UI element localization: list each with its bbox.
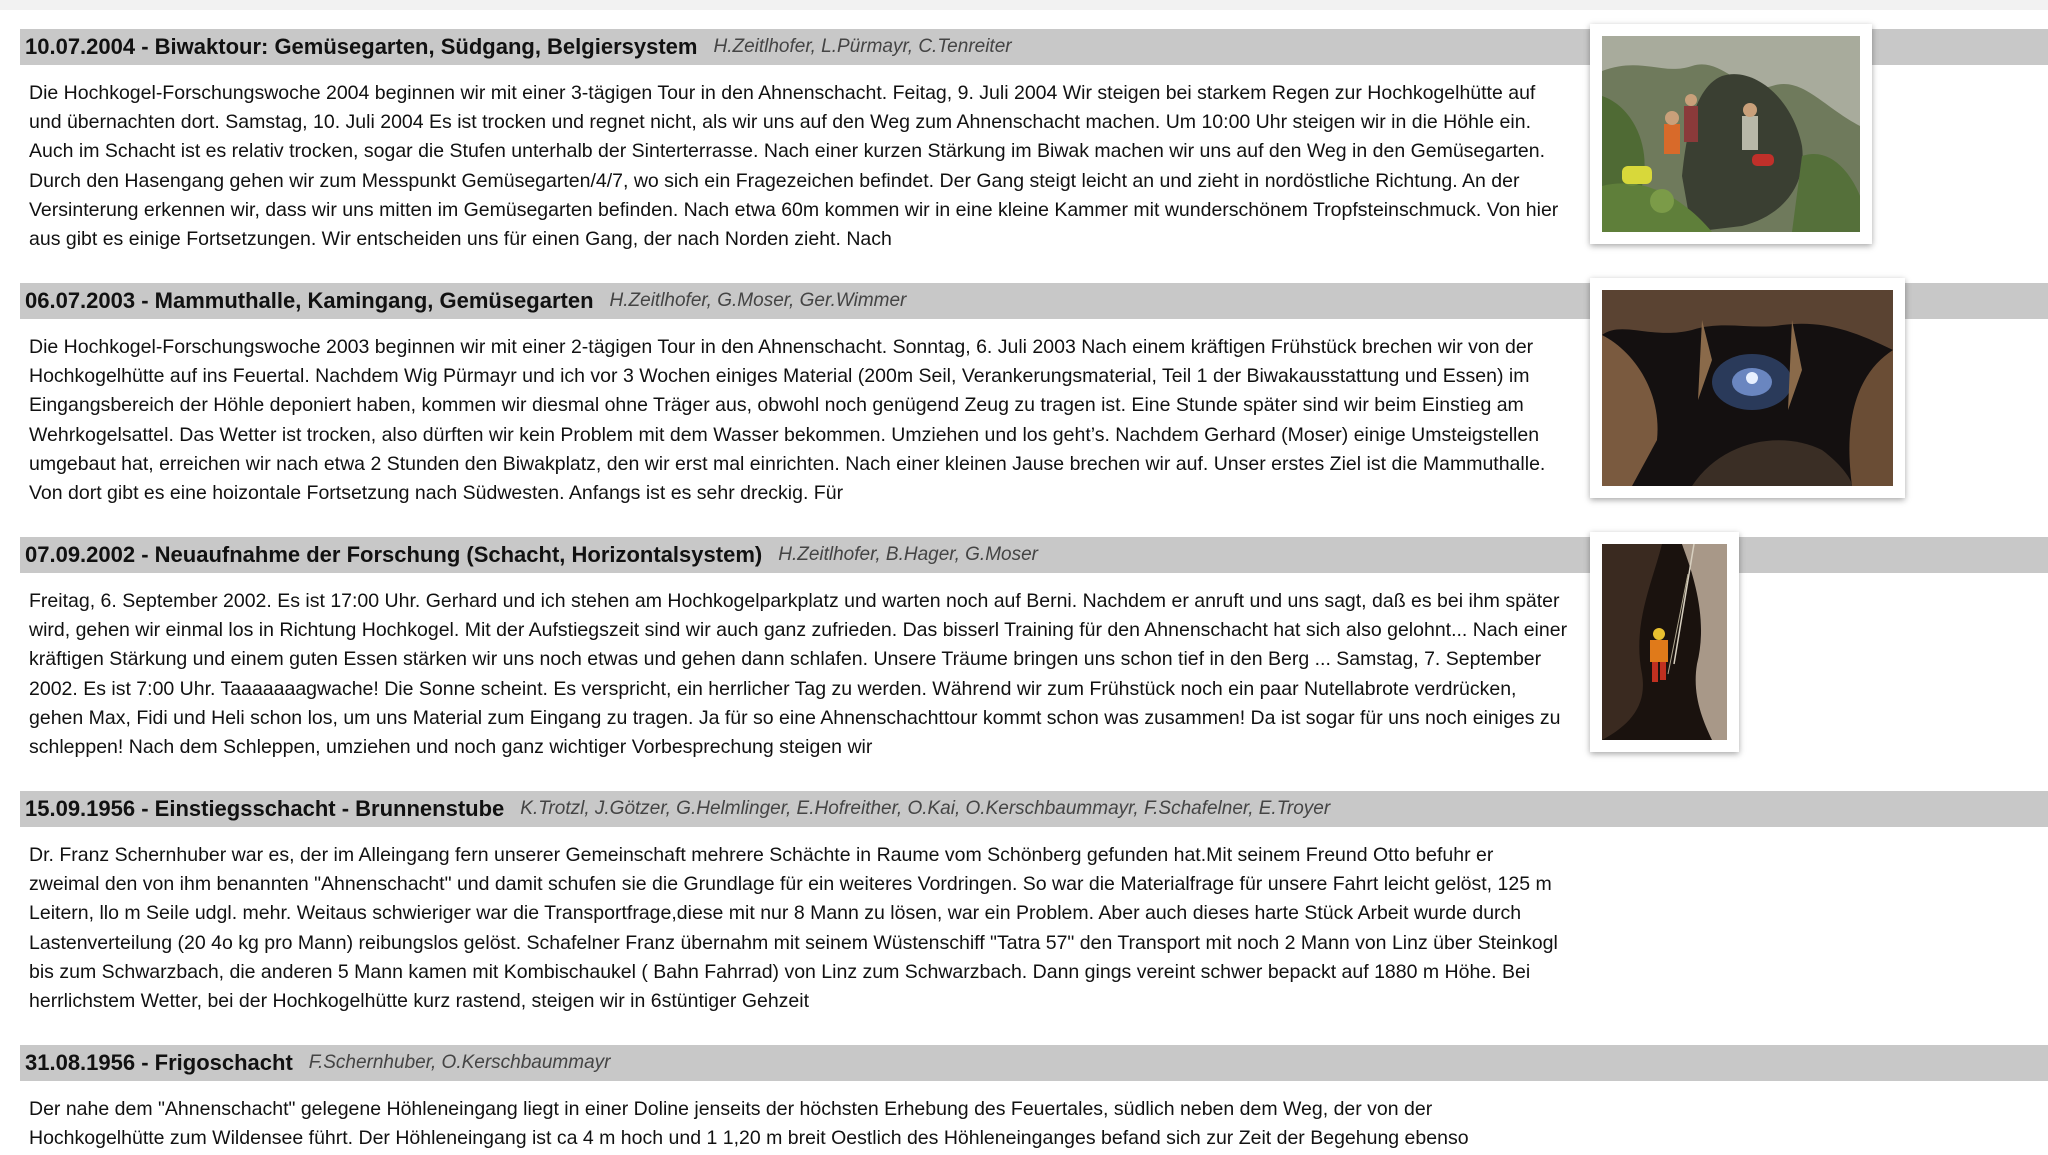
entry-header[interactable] xyxy=(20,791,2048,827)
entry-authors: K.Trotzl, J.Götzer, G.Helmlinger, E.Hofreither, O.Kai, O.Kerschbaummayr, F.Schafelner, E.Troyer xyxy=(520,798,1331,819)
entry-text: Freitag, 6. September 2002. Es ist 17:00 Uhr. Gerhard und ich stehen am Hochkogelparkplatz und warten noch auf Berni. Nachdem er anruft und uns sagt, daß es bei ihm später wird, gehen wir einmal los in Richtung Hochkogel. Mit der Aufstiegszeit sind wir auch ganz zufrieden. Das bisserl Training für den Ahnenschacht hat sich also gelohnt... Nach einer kräftigen Stärkung und einem guten Essen stärken wir uns noch etwas und gehen dann schlafen. Unsere Träume bringen uns schon tief in den Berg ... Samstag, 7. September 2002. Es ist 7:00 Uhr. Taaaaaaagwache! Die Sonne scheint. Es verspricht, ein herrlicher Tag zu werden. Während wir zum Frühstück noch ein paar Nutellabrote verdrücken, gehen Max, Fidi und Heli schon los, um uns Material zum Eingang zu tragen. Ja für so eine Ahnenschachttour kommt schon was zusammen! Da ist sogar für uns noch einiges zu schleppen! Nach dem Schleppen, umziehen und noch ganz wichtiger Vorbesprechung steigen wir xyxy=(29,590,1568,759)
cave-hall-photo xyxy=(1602,290,1893,486)
cave-climber-photo xyxy=(1602,544,1727,740)
entry-text: Die Hochkogel-Forschungswoche 2004 beginnen wir mit einer 3-tägigen Tour in den Ahnenschacht. Feitag, 9. Juli 2004 Wir steigen bei starkem Regen zur Hochkogelhütte auf und übernachten dort. Samstag, 10. Juli 2004 Es ist trocken und regnet nicht, als wir uns auf den Weg zum Ahnenschacht machen. Um 10:00 Uhr steigen wir in die Höhle ein. Auch im Schacht ist es relativ trocken, sogar die Stufen unterhalb der Sinterterrasse. Nach einer kurzen Stärkung im Biwak machen wir uns auf den Weg in den Gemüsegarten. Durch den Hasengang gehen wir zum Messpunkt Gemüsegarten/4/7, wo sich ein Fragezeichen befindet. Der Gang steigt leicht an und zieht in nordöstliche Richtung. An der Versinterung erkennen wir, dass wir uns mitten im Gemüsegarten befinden. Nach etwa 60m kommen wir in eine kleine Kammer mit wunderschönem Tropfsteinschmuck. Von hier aus gibt es einige Fortsetzungen. Wir entscheiden uns für einen Gang, der nach Norden zieht. Nach xyxy=(29,82,1559,251)
entry-title-link[interactable]: 07.09.2002 - Neuaufnahme der Forschung (Schacht, Horizontalsystem) xyxy=(25,542,763,567)
entry-header[interactable] xyxy=(20,1045,2048,1081)
entry-header[interactable] xyxy=(20,537,2048,573)
report-entry xyxy=(0,791,2048,1045)
entry-title-link[interactable]: 31.08.1956 - Frigoschacht xyxy=(25,1050,293,1075)
cave-entrance-photo xyxy=(1602,36,1860,232)
report-entry xyxy=(0,1045,2048,1152)
entry-authors: H.Zeitlhofer, L.Pürmayr, C.Tenreiter xyxy=(713,36,1012,57)
entry-authors: H.Zeitlhofer, B.Hager, G.Moser xyxy=(778,544,1038,565)
entry-title-link[interactable]: 06.07.2003 - Mammuthalle, Kamingang, Gemüsegarten xyxy=(25,288,594,313)
photo-thumbnail[interactable] xyxy=(1590,24,1872,244)
entry-authors: H.Zeitlhofer, G.Moser, Ger.Wimmer xyxy=(609,290,907,311)
photo-thumbnail[interactable] xyxy=(1590,278,1905,498)
photo-thumbnail[interactable] xyxy=(1590,532,1739,752)
entry-text: Die Hochkogel-Forschungswoche 2003 beginnen wir mit einer 2-tägigen Tour in den Ahnenschacht. Sonntag, 6. Juli 2003 Nach einem kräftigen Frühstück brechen wir von der Hochkogelhütte auf ins Feuertal. Nachdem Wig Pürmayr und ich vor 3 Wochen einiges Material (200m Seil, Verankerungsmaterial, Teil 1 der Biwakausstattung und Essen) im Eingangsbereich der Höhle deponiert haben, kommen wir diesmal ohne Träger aus, obwohl noch genügend Zeug zu tragen ist. Eine Stunde später sind wir beim Einstieg am Wehrkogelsattel. Das Wetter ist trocken, also dürften wir kein Problem mit dem Wasser bekommen. Umziehen und los geht’s. Nachdem Gerhard (Moser) einige Umsteigstellen umgebaut hat, erreichen wir nach etwa 2 Stunden den Biwakplatz, den wir erst mal einrichten. Nach einer kleinen Jause brechen wir auf. Unser erstes Ziel ist die Mammuthalle. Von dort gibt es eine hoizontale Fortsetzung nach Südwesten. Anfangs ist es sehr dreckig. Für xyxy=(29,336,1546,505)
entry-text: Dr. Franz Schernhuber war es, der im Alleingang fern unserer Gemeinschaft mehrere Schächte in Raume vom Schönberg gefunden hat.Mit seinem Freund Otto befuhr er zweimal den von ihm benannten "Ahnenschacht" und damit schufen sie die Grundlage für ein weiteres Vordringen. So war die Materialfrage für unsere Fahrt leicht gelöst, 125 m Leitern, llo m Seile udgl. mehr. Weitaus schwieriger war die Transportfrage,diese mit nur 8 Mann zu lösen, war ein Problem. Aber auch dieses harte Stück Arbeit wurde durch Lastenverteilung (20 4o kg pro Mann) reibungslos gelöst. Schafelner Franz übernahm mit seinem Wüstenschiff "Tatra 57" den Transport mit noch 2 Mann von Linz über Steinkogl bis zum Schwarzbach, die anderen 5 Mann kamen mit Kombischaukel ( Bahn Fahrrad) von Linz zum Schwarzbach. Dann gings vereint schwer bepackt auf 1880 m Höhe. Bei herrlichstem Wetter, bei der Hochkogelhütte kurz rastend, steigen wir in 6stüntiger Gehzeit xyxy=(29,844,1558,1013)
entry-text: Der nahe dem "Ahnenschacht" gelegene Höhleneingang liegt in einer Doline jenseits der höchsten Erhebung des Feuertales, südlich neben dem Weg, der von der Hochkogelhütte zum Wildensee führt. Der Höhleneingang ist ca 4 m hoch und 1 1,20 m breit Oestlich des Höhleneinganges befand sich zur Zeit der Begehung ebenso xyxy=(29,1098,1469,1150)
entry-title-link[interactable]: 15.09.1956 - Einstiegsschacht - Brunnenstube xyxy=(25,796,505,821)
entry-title-link[interactable]: 10.07.2004 - Biwaktour: Gemüsegarten, Südgang, Belgiersystem xyxy=(25,34,698,59)
report-entry xyxy=(0,537,2048,791)
entry-authors: F.Schernhuber, O.Kerschbaummayr xyxy=(308,1052,611,1073)
